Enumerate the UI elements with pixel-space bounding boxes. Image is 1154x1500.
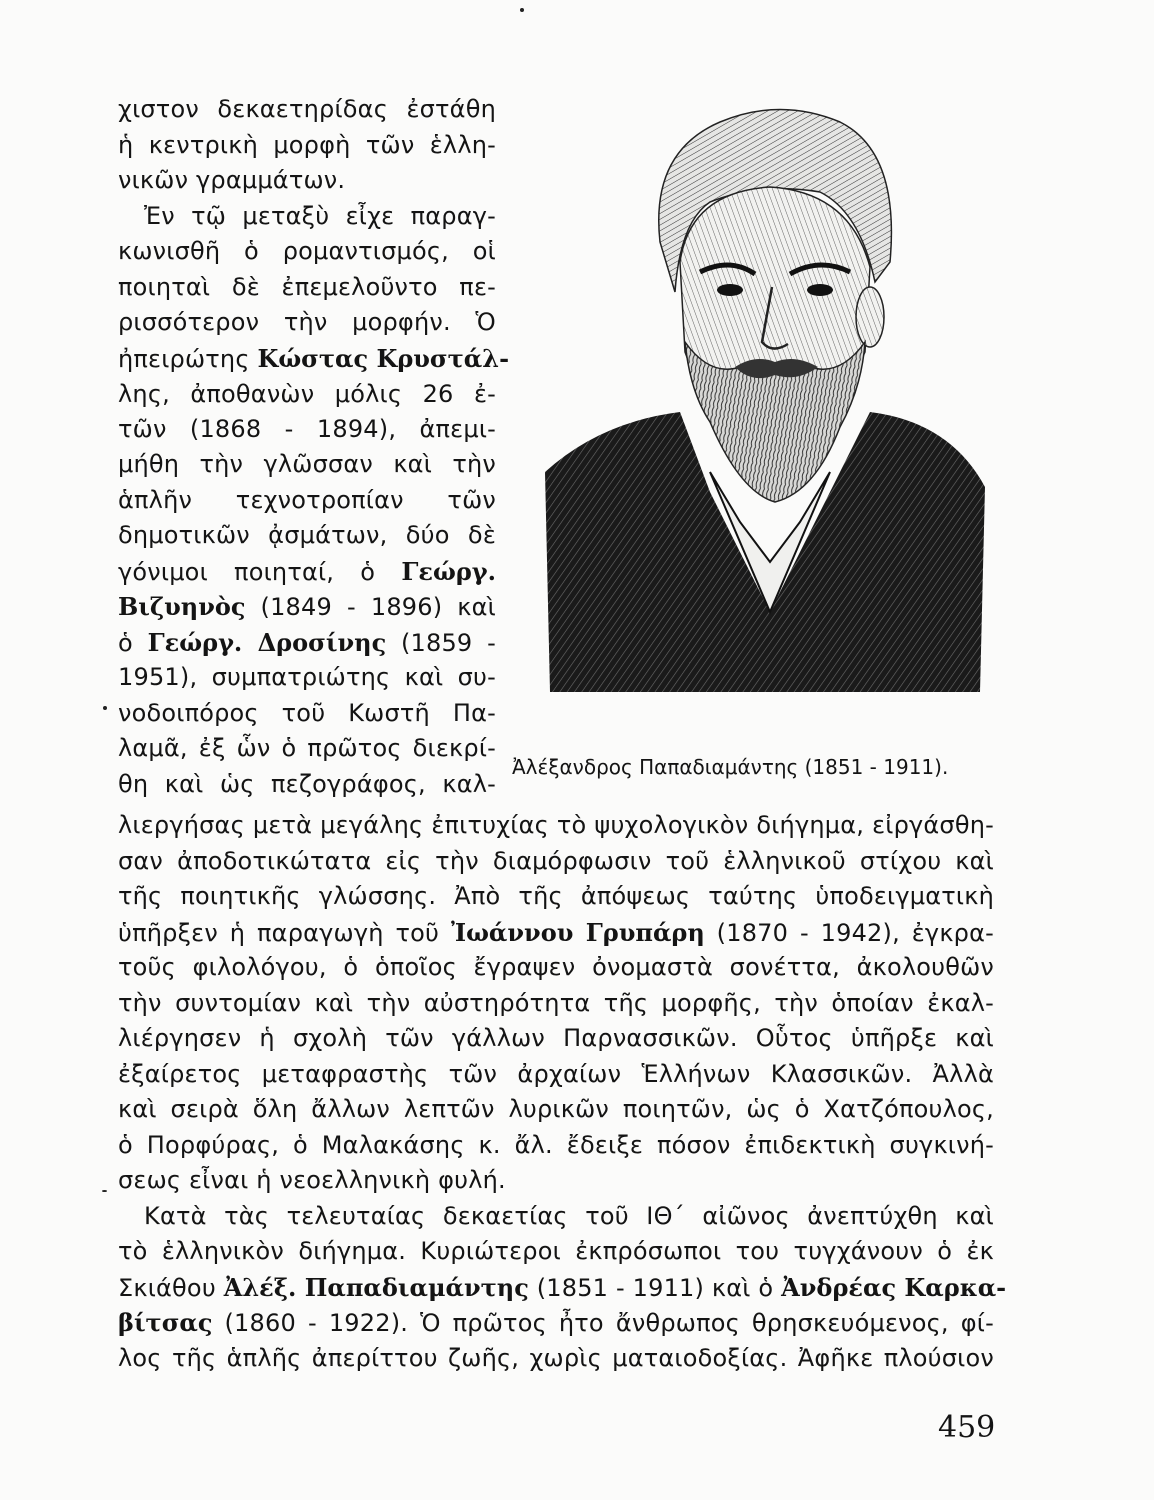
text-segment: (1870 - 1942), ἐγκρα- bbox=[704, 918, 994, 947]
text-line: τῶν (1868 - 1894), ἀπεμι- bbox=[118, 414, 496, 443]
text-line: λιέργησεν ἡ σχολὴ τῶν γάλλων Παρνασσικῶν. Οὗτος ὑπῆρξε καὶ bbox=[118, 1024, 994, 1052]
text-line: τοῦς φιλολόγου, ὁ ὁποῖος ἔγραψεν ὀνομαστὰ σονέττα, ἀκολουθῶν bbox=[118, 953, 994, 981]
left-column bbox=[118, 92, 510, 802]
text-line: δημοτικῶν ᾀσμάτων, δύο δὲ bbox=[118, 521, 496, 549]
text-line bbox=[118, 376, 496, 412]
bold-name-vizyinos-cont: Βιζυηνὸς bbox=[118, 592, 246, 621]
print-speck bbox=[520, 8, 524, 12]
text-segment: ὑπῆρξεν ἡ παραγωγὴ τοῦ bbox=[118, 918, 451, 947]
text-line bbox=[118, 554, 496, 590]
text-line: 1951), συμπατριώτης καὶ συ- bbox=[118, 663, 496, 691]
ear-shape bbox=[856, 287, 884, 347]
text-line: ἡ κεντρικὴ μορφὴ τῶν ἑλλη- bbox=[118, 130, 496, 159]
eye-shape bbox=[807, 284, 833, 296]
text-line: καὶ σειρὰ ὅλη ἄλλων λεπτῶν λυρικῶν ποιητῶν, ὡς ὁ Χατζόπουλος, bbox=[118, 1095, 994, 1123]
text-line: ρισσότερον τὴν μορφήν. Ὁ bbox=[118, 308, 496, 336]
text-segment: Σκιάθου bbox=[118, 1273, 224, 1302]
bold-name-karkavitsas-cont: βίτσας bbox=[118, 1308, 213, 1337]
text-line: κωνισθῆ ὁ ρομαντισμός, οἱ bbox=[118, 237, 496, 265]
text-line: τὸ ἑλληνικὸν διήγημα. Κυριώτεροι ἐκπρόσωποι του τυγχάνουν ὁ ἐκ bbox=[118, 1237, 994, 1265]
text-line: Κατὰ τὰς τελευταίας δεκαετίας τοῦ ΙΘ΄ αἰῶνος ἀνεπτύχθη καὶ bbox=[144, 1201, 994, 1230]
text-line: τὴν συντομίαν καὶ τὴν αὐστηρότητα τῆς μορφῆς, τὴν ὁποίαν ἐκαλ- bbox=[118, 988, 994, 1017]
text-line: ἁπλῆν τεχνοτροπίαν τῶν bbox=[118, 485, 496, 514]
bold-name-papadiamantis: Ἀλέξ. Παπαδιαμάντης bbox=[223, 1272, 529, 1302]
text-line bbox=[118, 341, 510, 377]
text-line bbox=[118, 1305, 994, 1341]
bold-name-drosinis: Γεώργ. Δροσίνης bbox=[147, 627, 387, 657]
body-text bbox=[118, 808, 1007, 1376]
text-line: ὁ Πορφύρας, ὁ Μαλακάσης κ. ἄλ. ἔδειξε πόσον ἐπιδεκτικὴ συγκινή- bbox=[118, 1130, 994, 1159]
text-line: θη καὶ ὡς πεζογράφος, καλ- bbox=[118, 769, 496, 798]
portrait-engraving bbox=[540, 92, 990, 692]
portrait-caption: Ἀλέξανδρος Παπαδιαμάντης (1851 - 1911). bbox=[512, 755, 949, 779]
bold-name-karkavitsas: Ἀνδρέας Καρκα- bbox=[781, 1272, 1007, 1302]
text-line: χιστον δεκαετηρίδας ἐστάθη bbox=[118, 95, 496, 123]
text-segment: γόνιμοι ποιηταί, ὁ bbox=[118, 557, 402, 586]
text-line: σαν ἀποδοτικώτατα εἰς τὴν διαμόρφωσιν τοῦ ἑλληνικοῦ στίχου καὶ bbox=[118, 846, 994, 875]
bold-name-krystallis: Κώστας Κρυστάλ- bbox=[257, 343, 510, 373]
text-line bbox=[118, 915, 994, 951]
bold-name-vizyinos: Γεώργ. bbox=[401, 556, 496, 586]
print-speck bbox=[103, 706, 107, 710]
page-number: 459 bbox=[938, 1410, 996, 1445]
text-segment: (1859 - bbox=[386, 628, 496, 657]
eye-shape bbox=[717, 284, 743, 296]
text-line: λος τῆς ἁπλῆς ἀπερίττου ζωῆς, χωρὶς ματαιοδοξίας. Ἀφῆκε πλούσιον bbox=[118, 1343, 994, 1372]
text-segment: (1851 - 1911) καὶ ὁ bbox=[528, 1273, 782, 1302]
print-speck bbox=[102, 1190, 107, 1192]
text-line: ἐξαίρετος μεταφραστὴς τῶν ἀρχαίων Ἑλλήνων Κλασσικῶν. Ἀλλὰ bbox=[118, 1059, 994, 1088]
text-line: ποιηταὶ δὲ ἐπεμελοῦντο πε- bbox=[118, 272, 496, 301]
text-segment: λης, ἀποθανὼν μόλις 26 ἐ- bbox=[118, 380, 496, 408]
text-line bbox=[118, 589, 496, 625]
text-segment: (1860 - 1922). Ὁ πρῶτος ἦτο ἄνθρωπος θρησκευόμενος, φί- bbox=[212, 1309, 994, 1337]
text-line: λαμᾶ, ἐξ ὧν ὁ πρῶτος διεκρί- bbox=[118, 734, 496, 762]
text-line bbox=[118, 1270, 1007, 1306]
text-segment: ὁ bbox=[118, 628, 148, 657]
text-line: Ἐν τῷ μεταξὺ εἶχε παραγ- bbox=[144, 201, 496, 230]
text-segment: (1849 - 1896) καὶ bbox=[245, 593, 496, 621]
text-line bbox=[118, 625, 496, 661]
bold-name-gryparis: Ἰωάννου Γρυπάρη bbox=[450, 917, 705, 947]
text-line: νικῶν γραμμάτων. bbox=[118, 166, 346, 194]
text-segment: ἠπειρώτης bbox=[118, 344, 258, 373]
text-line: νοδοιπόρος τοῦ Κωστῆ Πα- bbox=[118, 698, 496, 727]
text-line: μήθη τὴν γλῶσσαν καὶ τὴν bbox=[118, 450, 496, 478]
text-line: τῆς ποιητικῆς γλώσσης. Ἀπὸ τῆς ἀπόψεως ταύτης ὑποδειγματικὴ bbox=[118, 882, 994, 910]
text-line: σεως εἶναι ἡ νεοελληνικὴ φυλή. bbox=[118, 1166, 506, 1194]
text-line: λιεργήσας μετὰ μεγάλης ἐπιτυχίας τὸ ψυχολογικὸν διήγημα, εἰργάσθη- bbox=[118, 811, 994, 839]
